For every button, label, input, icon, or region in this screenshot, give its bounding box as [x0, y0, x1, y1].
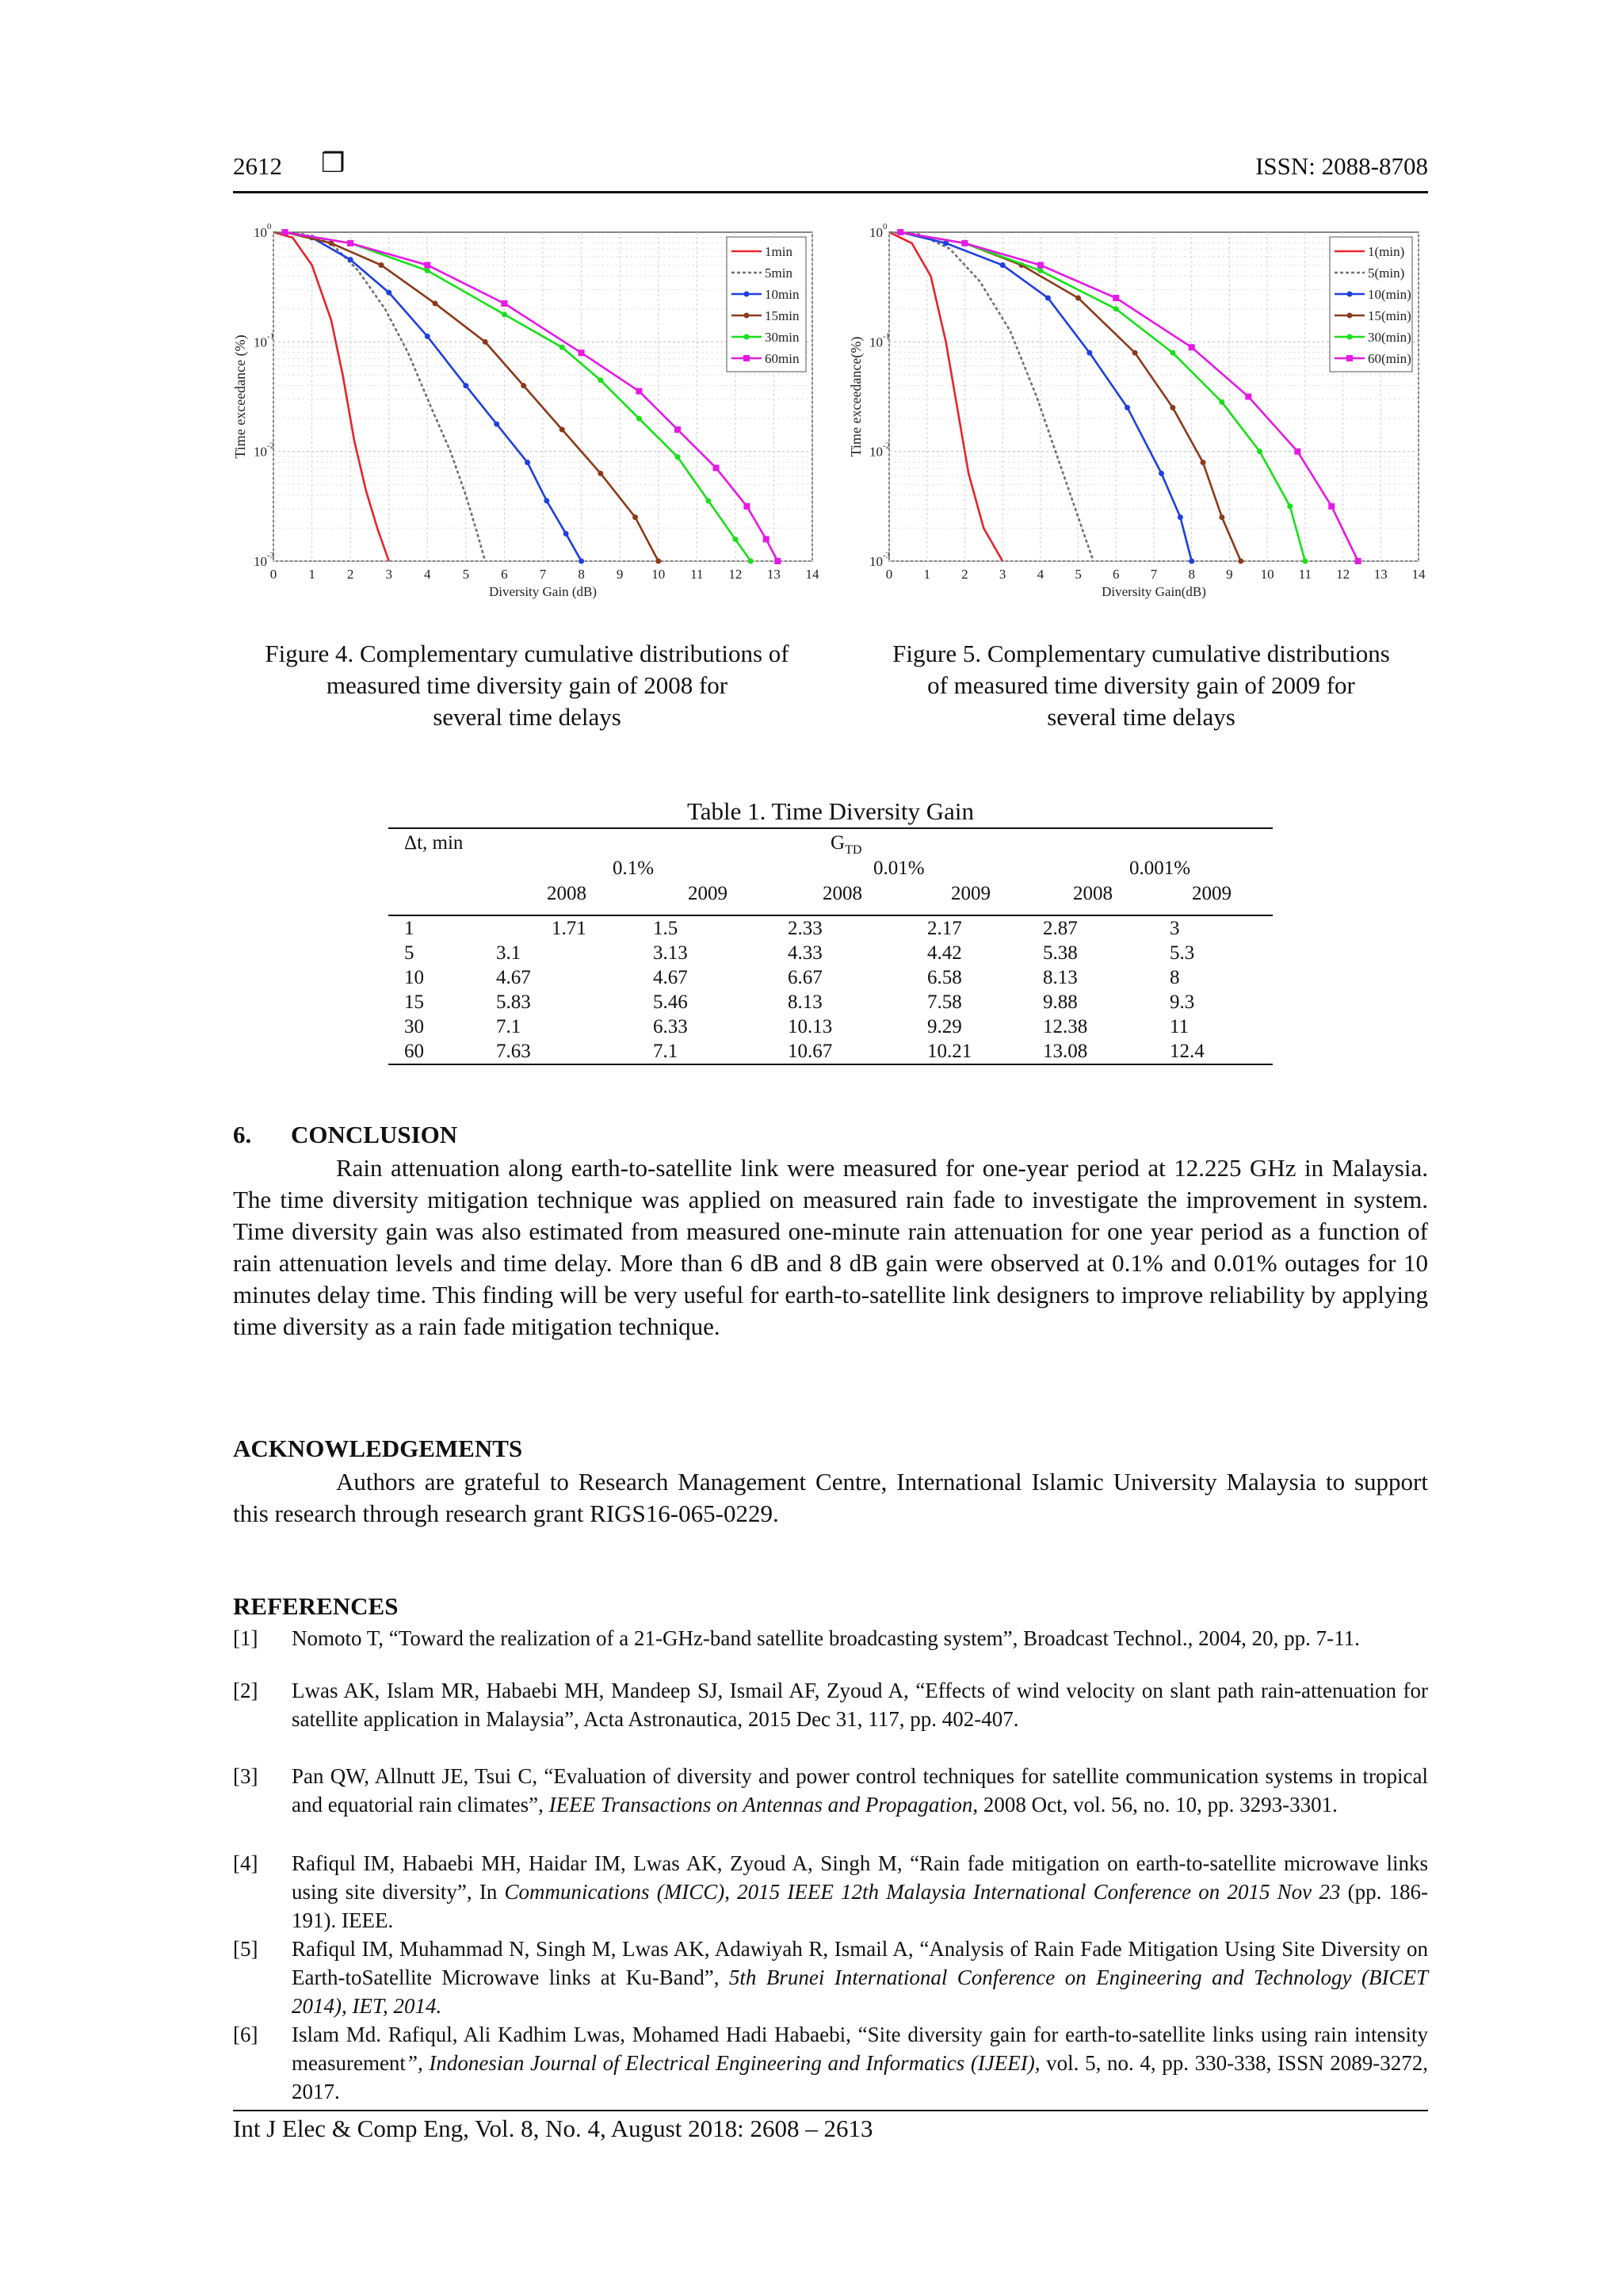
reference-number: [2]	[233, 1679, 258, 1702]
data-point	[525, 460, 530, 465]
year-col: 2008	[547, 883, 586, 904]
table-cell: 3	[1170, 917, 1180, 939]
table-cell: 7.1	[653, 1040, 678, 1062]
table-cell: 1.5	[653, 917, 678, 939]
reference-number: [1]	[233, 1626, 258, 1650]
table-1	[388, 827, 1273, 1065]
x-tick-label: 11	[690, 567, 704, 582]
x-tick-label: 2	[961, 567, 968, 582]
data-point	[705, 498, 711, 503]
data-point	[483, 339, 488, 345]
y-tick-exponent: -2	[883, 441, 891, 451]
figure-5-caption: Figure 5. Complementary cumulative distributions of measured time diversity gain of 2009 for several time delays	[892, 640, 1390, 731]
row-label: 1	[404, 917, 414, 939]
table-row	[388, 1039, 1273, 1064]
year-col: 2009	[1192, 883, 1232, 904]
legend-label: 1min	[765, 244, 792, 259]
box-icon: ❒	[321, 149, 346, 178]
data-point	[544, 498, 549, 503]
x-tick-label: 9	[1226, 567, 1233, 582]
table-cell: 3.13	[653, 942, 688, 964]
legend-label: 10(min)	[1368, 287, 1411, 302]
data-point	[1189, 344, 1195, 350]
legend-marker	[744, 334, 750, 340]
y-tick-exponent: 0	[267, 222, 272, 231]
x-tick-label: 12	[728, 567, 743, 582]
x-tick-label: 1	[308, 567, 315, 582]
row-label: 15	[404, 991, 424, 1013]
col-header-delta-t: Δt, min	[404, 832, 464, 854]
table-cell: 6.33	[653, 1015, 688, 1037]
year-col: 2009	[951, 883, 991, 904]
data-point	[1037, 268, 1043, 273]
data-point	[743, 503, 750, 510]
table-cell: 8.13	[1043, 966, 1078, 988]
y-tick-exponent: -1	[267, 331, 275, 342]
y-tick-label: 10	[254, 225, 267, 240]
table-cell: 10.21	[927, 1040, 972, 1062]
table-cell: 11	[1170, 1015, 1190, 1037]
table-cell: 1.71	[552, 917, 586, 939]
table-cell: 9.88	[1043, 991, 1078, 1013]
reference-number: [5]	[233, 1937, 258, 1961]
data-point	[579, 350, 585, 356]
y-tick-exponent: -3	[267, 551, 275, 560]
data-point	[348, 257, 353, 262]
reference-text: Lwas AK, Islam MR, Habaebi MH, Mandeep SJ, Ismail AF, Zyoud A, “Effects of wind velocity on slant path rain-attenuation for satellite application in Malaysia”, Acta Astronautica, 2015 Dec 31, 117, pp. 402-407.	[292, 1679, 1428, 1731]
legend-label: 5min	[765, 266, 792, 281]
data-point	[1238, 559, 1243, 564]
y-axis-label: Time exceedance (%)	[232, 334, 248, 459]
table-cell: 8	[1170, 966, 1180, 988]
data-point	[521, 383, 526, 388]
table-cell: 4.67	[496, 966, 531, 988]
year-col: 2008	[823, 883, 862, 904]
x-tick-label: 7	[1150, 567, 1158, 582]
data-point	[636, 388, 642, 395]
table-cell: 6.67	[788, 966, 823, 988]
table-cell: 10.13	[788, 1015, 833, 1037]
x-tick-label: 12	[1336, 567, 1350, 582]
table-cell: 5.3	[1170, 942, 1195, 964]
reference-text: Rafiqul IM, Habaebi MH, Haidar IM, Lwas AK, Zyoud A, Singh M, “Rain fade mitigation on earth-to-satellite microwave links using site diversity”, In Communications (MICC), 2015 IEEE 12th Malaysia International Conference on 2015 Nov 23 (pp. 186-191). IEEE.	[292, 1851, 1429, 1932]
table-cell: 7.1	[496, 1015, 521, 1037]
x-tick-label: 8	[578, 567, 585, 582]
data-point	[559, 345, 565, 350]
data-point	[559, 427, 565, 433]
table-cell: 7.58	[927, 991, 962, 1013]
table-cell: 2.87	[1043, 917, 1078, 939]
data-point	[897, 229, 903, 235]
year-col: 2009	[688, 883, 727, 904]
year-col: 2008	[1073, 883, 1113, 904]
table-body	[388, 916, 1273, 1064]
x-tick-label: 2	[346, 567, 354, 582]
x-tick-label: 0	[885, 567, 893, 582]
x-tick-label: 5	[462, 567, 470, 582]
data-point	[1159, 471, 1164, 476]
data-point	[1287, 503, 1293, 509]
data-point	[1125, 405, 1130, 411]
legend-label: 30(min)	[1368, 330, 1411, 345]
col-header-gtd: $G_{TD}$	[831, 832, 862, 857]
data-point	[1355, 558, 1361, 564]
legend-marker	[743, 355, 750, 361]
conclusion-heading: CONCLUSION	[291, 1121, 458, 1148]
y-tick-label: 10	[254, 554, 267, 569]
outage-0-01: 0.01%	[873, 858, 925, 879]
table-row	[388, 941, 1273, 965]
figure-5-chart	[848, 220, 1442, 609]
x-tick-label: 6	[1113, 567, 1120, 582]
data-point	[1328, 503, 1335, 510]
legend-marker	[1346, 355, 1353, 361]
header-rule	[233, 191, 1428, 193]
table-cell: 4.42	[927, 942, 962, 964]
y-tick-label: 10	[254, 334, 267, 350]
page-number: 2612	[233, 152, 282, 180]
issn: ISSN: 2088-8708	[1255, 152, 1428, 180]
figure-4	[230, 220, 848, 613]
data-point	[433, 300, 438, 306]
x-tick-label: 10	[1260, 567, 1274, 582]
reference-list	[233, 1624, 1429, 2103]
table-cell: 5.46	[653, 991, 688, 1013]
data-point	[282, 229, 288, 235]
table-cell: 13.08	[1043, 1040, 1088, 1062]
table-row	[388, 965, 1273, 990]
data-point	[1037, 262, 1044, 269]
data-point	[1113, 295, 1119, 301]
y-tick-exponent: -3	[883, 551, 891, 560]
row-label: 30	[404, 1015, 424, 1037]
y-tick-label: 10	[869, 554, 883, 569]
reference-text: Pan QW, Allnutt JE, Tsui C, “Evaluation of diversity and power control techniques for satellite communication systems in tropical and equatorial rain climates”, IEEE Transactions on Antennas and Propagation, 2008 Oct, vol. 56, no. 10, pp. 3293-3301.	[292, 1764, 1428, 1817]
data-point	[425, 334, 430, 339]
data-point	[713, 464, 720, 471]
outage-0-1: 0.1%	[613, 858, 655, 879]
x-tick-label: 1	[923, 567, 930, 582]
data-point	[1132, 350, 1138, 356]
legend-label: 1(min)	[1368, 244, 1405, 259]
table-cell: 7.63	[496, 1040, 531, 1062]
data-point	[1201, 460, 1206, 465]
reference-text: Nomoto T, “Toward the realization of a 21-GHz-band satellite broadcasting system”, Broadcast Technol., 2004, 20, pp. 7-11.	[292, 1626, 1360, 1650]
reference-text: Islam Md. Rafiqul, Ali Kadhim Lwas, Mohamed Hadi Habaebi, “Site diversity gain for earth-to-satellite links using rain intensity measurement”, Indonesian Journal of Electrical Engineering and Informatics (IJEEI), vol. 5, no. 4, pp. 330-338, ISSN 2089-3272, 2017.	[292, 2023, 1428, 2103]
x-tick-label: 13	[1373, 567, 1388, 582]
data-point	[598, 471, 603, 476]
legend-marker	[744, 292, 750, 297]
legend-label: 15min	[765, 308, 800, 323]
footer-rule	[233, 2110, 1428, 2111]
data-point	[1170, 350, 1175, 356]
data-point	[463, 383, 468, 388]
data-point	[655, 559, 661, 564]
data-point	[386, 290, 391, 296]
data-point	[675, 454, 681, 460]
section-number: 6.	[233, 1121, 252, 1148]
table-cell: 5.38	[1043, 942, 1078, 964]
x-tick-label: 6	[501, 567, 508, 582]
data-point	[579, 559, 584, 564]
reference-number: [3]	[233, 1764, 258, 1788]
data-point	[1178, 514, 1183, 520]
table-title: Table 1. Time Diversity Gain	[686, 797, 975, 825]
table-cell: 12.4	[1170, 1040, 1205, 1062]
row-label: 10	[404, 966, 424, 988]
legend-marker	[1347, 334, 1353, 340]
x-axis-label: Diversity Gain (dB)	[489, 584, 597, 599]
table-row	[388, 990, 1273, 1014]
table-row	[388, 1014, 1273, 1039]
x-tick-label: 13	[766, 567, 781, 582]
data-point	[1245, 394, 1251, 400]
y-tick-exponent: -1	[883, 331, 891, 342]
y-tick-label: 10	[869, 444, 883, 460]
conclusion-text: Rain attenuation along earth-to-satellite link were measured for one-year period at 12.225 GHz in Malaysia. The time diversity mitigation technique was applied on measured rain fade to investigate the improvement in system. Time diversity gain was also estimated from measured one-minute rain attenuation for one year period as a function of rain attenuation levels and time delay. More than 6 dB and 8 dB gain were observed at 0.1% and 0.01% outages for 10 minutes delay time. This finding will be very useful for earth-to-satellite link designers to improve reliability by applying time diversity as a rain fade mitigation technique.	[233, 1154, 1428, 1340]
data-point	[494, 422, 499, 427]
reference-number: [6]	[233, 2023, 258, 2046]
legend-label: 60min	[765, 351, 800, 366]
data-point	[732, 537, 738, 542]
table-cell: 12.38	[1043, 1015, 1088, 1037]
data-point	[1189, 559, 1194, 564]
data-point	[961, 240, 968, 246]
data-point	[1045, 296, 1051, 301]
y-tick-exponent: -2	[267, 441, 275, 451]
table-cell: 9.29	[927, 1015, 962, 1037]
data-point	[1000, 262, 1006, 268]
legend-marker	[744, 313, 750, 319]
x-tick-label: 3	[385, 567, 392, 582]
figure-4-chart	[230, 220, 848, 609]
table-cell: 8.13	[788, 991, 823, 1013]
data-point	[501, 300, 507, 307]
data-point	[1113, 306, 1119, 311]
data-point	[1302, 559, 1308, 564]
x-tick-label: 10	[651, 567, 666, 582]
x-tick-label: 14	[805, 567, 819, 582]
legend-label: 15(min)	[1368, 308, 1411, 323]
acknowledgements-text: Authors are grateful to Research Management Centre, International Islamic University Malaysia to support this research through research grant RIGS16-065-0229.	[233, 1468, 1428, 1527]
outage-0-001: 0.001%	[1129, 858, 1191, 879]
x-axis-label: Diversity Gain(dB)	[1102, 584, 1206, 599]
reference-text: Rafiqul IM, Muhammad N, Singh M, Lwas AK, Adawiyah R, Ismail A, “Analysis of Rain Fade Mitigation Using Site Diversity on Earth-toSatellite Microwave links at Ku-Band”, 5th Brunei International Conference on Engineering and Technology (BICET 2014), IET, 2014.	[292, 1937, 1428, 2018]
row-label: 60	[404, 1040, 424, 1062]
acknowledgements-heading: ACKNOWLEDGEMENTS	[233, 1435, 523, 1462]
table-cell: 5.83	[496, 991, 531, 1013]
y-tick-label: 10	[869, 225, 883, 240]
x-tick-label: 9	[616, 567, 624, 582]
data-point	[563, 531, 569, 537]
data-point	[1219, 399, 1224, 405]
x-tick-label: 11	[1298, 567, 1312, 582]
table-cell: 4.33	[788, 942, 823, 964]
data-point	[774, 558, 781, 564]
x-tick-label: 4	[1037, 567, 1044, 582]
x-tick-label: 3	[999, 567, 1006, 582]
legend-label: 30min	[765, 330, 800, 345]
data-point	[1075, 296, 1081, 301]
table-cell: 3.1	[496, 942, 521, 964]
figure-5	[848, 220, 1442, 613]
legend-marker	[1347, 313, 1353, 319]
legend-label: 10min	[765, 287, 800, 302]
y-tick-label: 10	[869, 334, 883, 350]
x-tick-label: 5	[1075, 567, 1082, 582]
data-point	[1086, 350, 1092, 356]
table-row	[388, 916, 1273, 941]
table-cell: 4.67	[653, 966, 688, 988]
references-heading: REFERENCES	[233, 1592, 399, 1620]
figure-4-caption: Figure 4. Complementary cumulative distributions of measured time diversity gain of 2008 for several time delays	[265, 640, 789, 731]
data-point	[632, 514, 638, 520]
data-point	[636, 416, 642, 422]
legend-label: 60(min)	[1368, 351, 1411, 366]
data-point	[763, 536, 769, 542]
data-point	[1170, 405, 1175, 411]
data-point	[748, 559, 754, 564]
x-tick-label: 0	[269, 567, 277, 582]
data-point	[1219, 514, 1224, 520]
data-point	[424, 262, 430, 269]
table-cell: 9.3	[1170, 991, 1195, 1013]
legend-label: 5(min)	[1368, 266, 1405, 281]
data-point	[379, 262, 384, 268]
data-point	[1294, 449, 1300, 455]
table-cell: 6.58	[927, 966, 962, 988]
data-point	[674, 426, 681, 433]
footer-citation: Int J Elec & Comp Eng, Vol. 8, No. 4, August 2018: 2608 – 2613	[233, 2115, 873, 2142]
x-tick-label: 14	[1411, 567, 1426, 582]
table-cell: 2.33	[788, 917, 823, 939]
x-tick-label: 7	[539, 567, 547, 582]
y-axis-label: Time exceedance(%)	[848, 336, 864, 457]
data-point	[425, 268, 430, 273]
data-point	[502, 311, 507, 317]
row-label: 5	[404, 942, 414, 964]
data-point	[347, 240, 353, 246]
y-tick-label: 10	[254, 444, 267, 460]
x-tick-label: 8	[1188, 567, 1195, 582]
x-tick-label: 4	[424, 567, 431, 582]
data-point	[1257, 449, 1262, 454]
table-cell: 2.17	[927, 917, 962, 939]
reference-number: [4]	[233, 1851, 258, 1875]
table-cell: 10.67	[788, 1040, 833, 1062]
legend-marker	[1347, 292, 1353, 297]
y-tick-exponent: 0	[883, 222, 888, 231]
data-point	[598, 377, 603, 383]
